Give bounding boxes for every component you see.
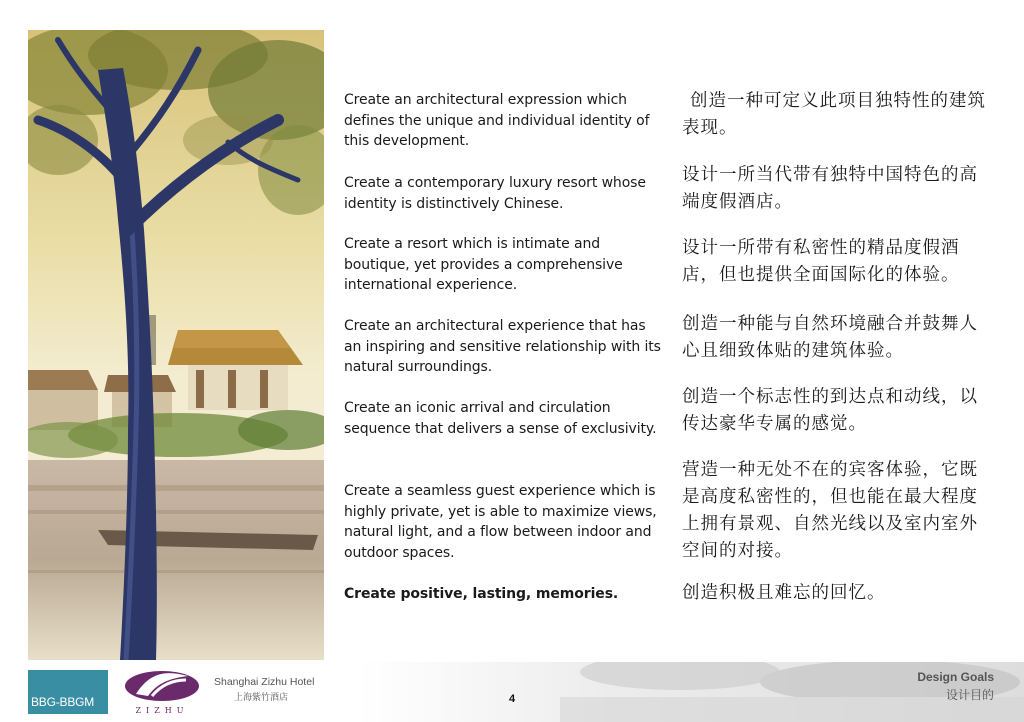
- watercolor-illustration: [28, 30, 324, 660]
- hotel-name-chinese: 上海紫竹酒店: [234, 693, 289, 703]
- goal-zh-2: 设计一所当代带有独特中国特色的高端度假酒店。: [682, 165, 978, 212]
- goal-en-7: Create positive, lasting, memories.: [344, 586, 619, 602]
- zizhu-logo: [122, 668, 202, 718]
- goal-en-3: Create a resort which is intimate and boutique, yet provides a comprehensive international experience.: [344, 236, 623, 293]
- goal-zh-3: 设计一所带有私密性的精品度假酒店，但也提供全面国际化的体验。: [682, 238, 960, 285]
- zizhu-swoosh-icon: [122, 668, 202, 706]
- goal-zh-6: 营造一种无处不在的宾客体验，它既是高度私密性的，但也能在最大程度上拥有景观、自然光线以及室内室外空间的对接。: [682, 460, 978, 561]
- goal-en-4: Create an architectural experience that has an inspiring and sensitive relationship with its natural surroundings.: [344, 318, 661, 375]
- page-number: 4: [508, 693, 516, 705]
- zizhu-logo-word: ZIZHU: [135, 706, 189, 715]
- section-title-english: Design Goals: [917, 670, 994, 684]
- footer: [0, 662, 1024, 722]
- section-title-chinese: 设计目的: [945, 688, 994, 702]
- bbg-bbgm-logo: [28, 670, 108, 714]
- goal-zh-7: 创造积极且难忘的回忆。: [682, 583, 886, 603]
- goal-en-5: Create an iconic arrival and circulation sequence that delivers a sense of exclusivity.: [344, 400, 657, 437]
- goal-en-6: Create a seamless guest experience which is highly private, yet is able to maximize views, natural light, and a flow between indoor and outdoor spaces.: [344, 483, 657, 561]
- goal-zh-4: 创造一种能与自然环境融合并鼓舞人心且细致体贴的建筑体验。: [682, 314, 978, 361]
- goal-en-1: Create an architectural expression which defines the unique and individual identity of this development.: [344, 92, 650, 149]
- goal-en-2: Create a contemporary luxury resort whose identity is distinctively Chinese.: [344, 175, 646, 212]
- hotel-name-english: Shanghai Zizhu Hotel: [214, 676, 315, 688]
- goal-zh-1: 创造一种可定义此项目独特性的建筑表现。: [682, 91, 986, 138]
- goal-zh-5: 创造一个标志性的到达点和动线，以传达豪华专属的感觉。: [682, 387, 978, 434]
- bbg-bbgm-logo-text: BBG-BBGM: [31, 695, 95, 709]
